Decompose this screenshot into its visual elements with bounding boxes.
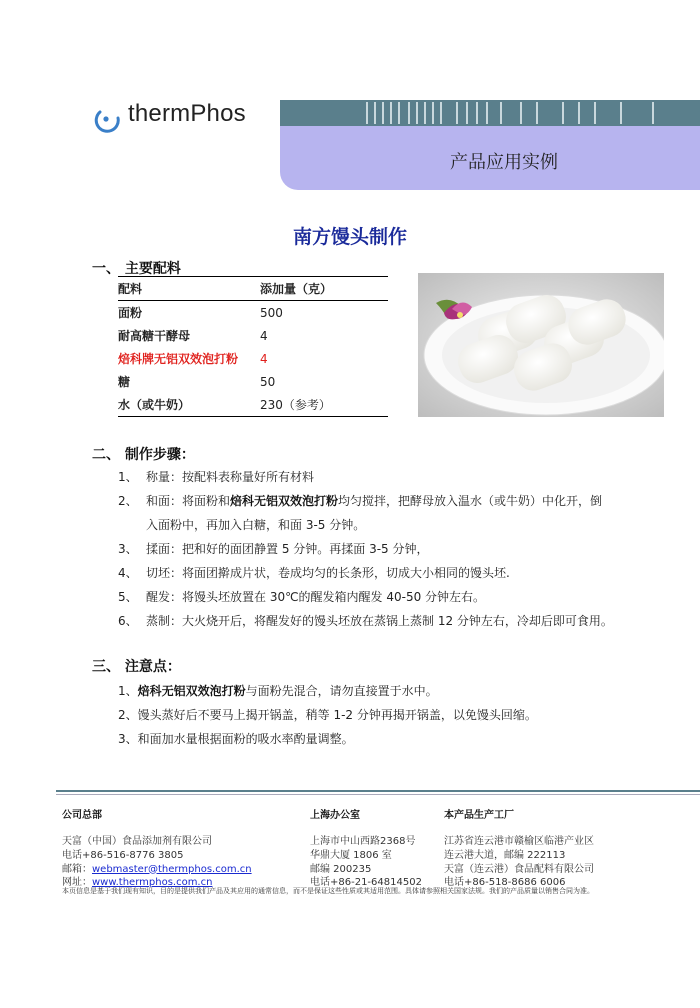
note-number: 2、 [118,708,138,722]
ingredients-heading: 一、 主要配料 [92,261,181,277]
factory-title: 本产品生产工厂 [444,810,514,821]
ingredient-name: 糖 [118,375,131,389]
step-item [118,468,314,485]
step-item [118,588,485,605]
steps-heading: 二、 制作步骤： [92,447,195,463]
note-number: 1、 [118,684,138,698]
steamed-buns-photo [418,273,664,417]
hq-web-link[interactable]: www.thermphos.com.cn [92,877,213,889]
step-item [118,612,613,629]
step-number: 3、 [118,542,138,556]
ingredient-amount: 230（参考） [260,398,331,412]
factory-postcode: 连云港大道，邮编 222113 [444,849,566,861]
hq-title: 公司总部 [62,810,102,821]
step-item [118,540,429,557]
footer-divider-thin [56,794,700,795]
step-item [118,492,602,509]
table-row-highlight [118,347,388,370]
note-text: 和面加水量根据面粉的吸水率酌量调整。 [137,732,354,746]
notes-heading: 三、 注意点： [92,659,181,675]
thermphos-logo-icon [92,104,126,138]
shanghai-title: 上海办公室 [310,810,360,821]
table-header-row [118,277,388,301]
disclaimer: 本页信息是基于我们现有知识，目的是提供我们产品及其应用的通常信息，而不是保证这些性质或其适用范围。具体请参照相关国家法规。我们的产品质量以销售合同为准。 [62,887,594,895]
note-product-name: 焙科无铝双效泡打粉 [137,684,246,698]
hq-email-label: 邮箱： [62,863,92,875]
hq-web-label: 网址： [62,877,92,889]
ingredient-name: 水（或牛奶） [118,398,191,412]
note-text: 与面粉先混合，请勿直接置于水中。 [245,684,438,698]
note-item [118,730,354,747]
footer-factory [444,806,594,890]
brand-name: thermPhos [128,100,246,127]
step-text: 和面：将面粉和 [146,494,231,508]
step-number: 1、 [118,470,138,484]
table-row [118,370,388,393]
note-text: 馒头蒸好后不要马上揭开锅盖，稍等 1-2 分钟再揭开锅盖，以免馒头回缩。 [137,708,537,722]
step-text: 揉面：把和好的面团静置 5 分钟。再揉面 3-5 分钟， [146,542,429,556]
factory-phone: 电话+86-518-8686 6006 [444,877,566,889]
note-item [118,706,537,723]
step-item [118,564,510,581]
ingredient-amount: 500 [260,305,283,320]
shanghai-building: 华鼎大厦 1806 室 [310,849,392,861]
hq-email-link[interactable]: webmaster@thermphos.com.cn [92,863,252,875]
section-band [280,126,700,190]
ingredient-name: 面粉 [118,306,143,320]
col-amount-header: 添加量（克） [260,282,333,296]
step-text: 蒸制：大火烧开后，将醒发好的馒头坯放在蒸锅上蒸制 12 分钟左右，冷却后即可食用。 [146,614,613,628]
document-title: 南方馒头制作 [292,226,407,248]
ingredient-name: 焙科牌无铝双效泡打粉 [118,352,239,366]
table-row [118,324,388,347]
hq-phone: 电话+86-516-8776 3805 [62,849,184,861]
step-number: 2、 [118,494,138,508]
footer-shanghai [310,806,422,890]
step-product-name: 焙科无铝双效泡打粉 [230,494,339,508]
step-number: 5、 [118,590,138,604]
factory-address: 江苏省连云港市赣榆区临港产业区 [444,836,594,847]
footer-divider [56,790,700,792]
ingredient-amount: 4 [260,328,268,343]
step-text: 均匀搅拌，把酵母放入温水（或牛奶）中化开，倒 [338,494,603,508]
ingredient-amount: 50 [260,374,276,389]
step-text: 称量：按配料表称量好所有材料 [146,470,315,484]
section-title: 产品应用实例 [450,152,558,173]
ingredient-amount: 4 [260,351,268,366]
note-item [118,682,438,699]
note-number: 3、 [118,732,138,746]
header-band [280,100,700,126]
step-text: 切坯：将面团擀成片状，卷成均匀的长条形，切成大小相同的馒头坯. [146,566,510,580]
step-text: 入面粉中，再加入白糖，和面 3-5 分钟。 [146,518,366,532]
step-number: 4、 [118,566,138,580]
step-text: 醒发：将馒头坯放置在 30℃的醒发箱内醒发 40-50 分钟左右。 [146,590,486,604]
table-row [118,301,388,325]
factory-company: 天富（连云港）食品配料有限公司 [444,863,594,875]
step-item [118,516,365,533]
hq-company: 天富（中国）食品添加剂有限公司 [62,836,212,847]
footer-hq [62,806,252,890]
shanghai-address: 上海市中山西路2368号 [310,836,416,847]
ingredients-table [118,276,388,417]
col-name-header: 配料 [118,282,143,296]
shanghai-postcode: 邮编 200235 [310,863,372,875]
ingredient-name: 耐高糖干酵母 [118,329,191,343]
table-row [118,393,388,417]
shanghai-phone: 电话+86-21-64814502 [310,877,422,889]
step-number: 6、 [118,614,138,628]
